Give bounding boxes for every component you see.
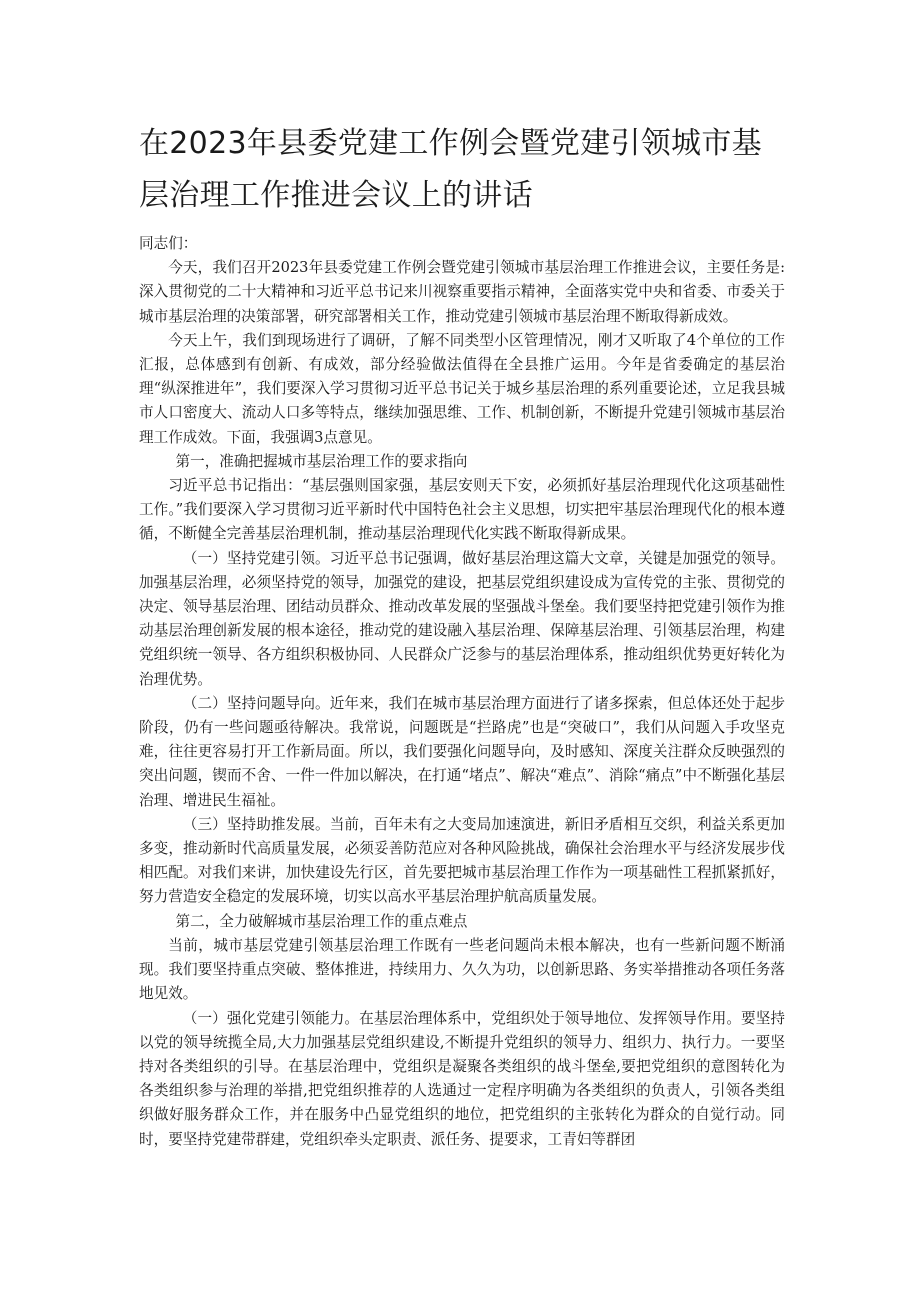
salutation: 同志们： — [139, 235, 198, 252]
section-heading: 第二，全力破解城市基层治理工作的重点难点 — [175, 912, 468, 930]
document-page — [139, 118, 785, 1152]
paragraph: 习近平总书记指出：“基层强则国家强，基层安则天下安，必须抓好基层治理现代化这项基础性工作。”我们要深入学习贯彻习近平新时代中国特色社会主义思想，切实把牢基层治理现代化的根本遵循，不断健全完善基层治理机制，推动基层治理现代化实践不断取得新成果。 — [139, 477, 785, 543]
section-heading: 第一，准确把握城市基层治理工作的要求指向 — [175, 452, 468, 470]
paragraph: 当前，城市基层党建引领基层治理工作既有一些老问题尚未根本解决，也有一些新问题不断涌现。我们要坚持重点突破、整体推进，持续用力、久久为功，以创新思路、务实举措推动各项任务落地见效。 — [139, 936, 785, 1003]
paragraph: （一）坚持党建引领。习近平总书记强调，做好基层治理这篇大文章，关键是加强党的领导。加强基层治理，必须坚持党的领导，加强党的建设，把基层党组织建设成为宣传党的主张、贯彻党的决定、领导基层治理、团结动员群众、推动改革发展的坚强战斗堡垒。我们要坚持把党建引领作为推动基层治理创新发展的根本途径，推动党的建设融入基层治理、保障基层治理、引领基层治理，构建党组织统一领导、各方组织积极协同、人民群众广泛参与的基层治理体系，推动组织优势更好转化为治理优势。 — [139, 549, 785, 688]
paragraph: （二）坚持问题导向。近年来，我们在城市基层治理方面进行了诸多探索，但总体还处于起步阶段，仍有一些问题亟待解决。我常说，问题既是“拦路虎”也是“突破口”，我们从问题入手攻坚克难，往往更容易打开工作新局面。所以，我们要强化问题导向，及时感知、深度关注群众反映强烈的突出问题，锲而不舍、一件一件加以解决，在打通“堵点”、解决“难点”、消除“痛点”中不断强化基层治理、增进民生福祉。 — [139, 694, 785, 809]
document-body — [139, 232, 785, 1152]
paragraph: （一）强化党建引领能力。在基层治理体系中，党组织处于领导地位、发挥领导作用。要坚持以党的领导统揽全局,大力加强基层党组织建设,不断提升党组织的领导力、组织力、执行力。一要坚持对各类组织的引导。在基层治理中，党组织是凝聚各类组织的战斗堡垒,要把党组织的意图转化为各类组织参与治理的举措,把党组织推荐的人选通过一定程序明确为各类组织的负责人，引领各类组织做好服务群众工作，并在服务中凸显党组织的地位，把党组织的主张转化为群众的自觉行动。同时，要坚持党建带群建，党组织牵头定职责、派任务、提要求，工青妇等群团 — [139, 1009, 785, 1148]
paragraph-list — [139, 256, 785, 1152]
paragraph: 今天上午，我们到现场进行了调研，了解不同类型小区管理情况，刚才又听取了4个单位的工作汇报，总体感到有创新、有成效，部分经验做法值得在全县推广运用。今年是省委确定的基层治理“纵深推进年”，我们要深入学习贯彻习近平总书记关于城乡基层治理的系列重要论述，立足我县城市人口密度大、流动人口多等特点，继续加强思维、工作、机制创新，不断提升党建引领城市基层治理工作成效。下面，我强调3点意见。 — [139, 331, 785, 446]
paragraph: （三）坚持助推发展。当前，百年未有之大变局加速演进，新旧矛盾相互交织，利益关系更加多变，推动新时代高质量发展，必须妥善防范应对各种风险挑战，确保社会治理水平与经济发展步伐相匹配。对我们来讲，加快建设先行区，首先要把城市基层治理工作作为一项基础性工程抓紧抓好，努力营造安全稳定的发展环境，切实以高水平基层治理护航高质量发展。 — [139, 815, 785, 906]
paragraph: 今天，我们召开2023年县委党建工作例会暨党建引领城市基层治理工作推进会议，主要任务是: 深入贯彻党的二十大精神和习近平总书记来川视察重要指示精神，全面落实党中央和省委、市委关于城市基层治理的决策部署，研究部署相关工作，推动党建引领城市基层治理不断取得新成效。 — [139, 259, 785, 325]
document-title: 在2023年县委党建工作例会暨党建引领城市基层治理工作推进会议上的讲话 — [139, 126, 762, 213]
